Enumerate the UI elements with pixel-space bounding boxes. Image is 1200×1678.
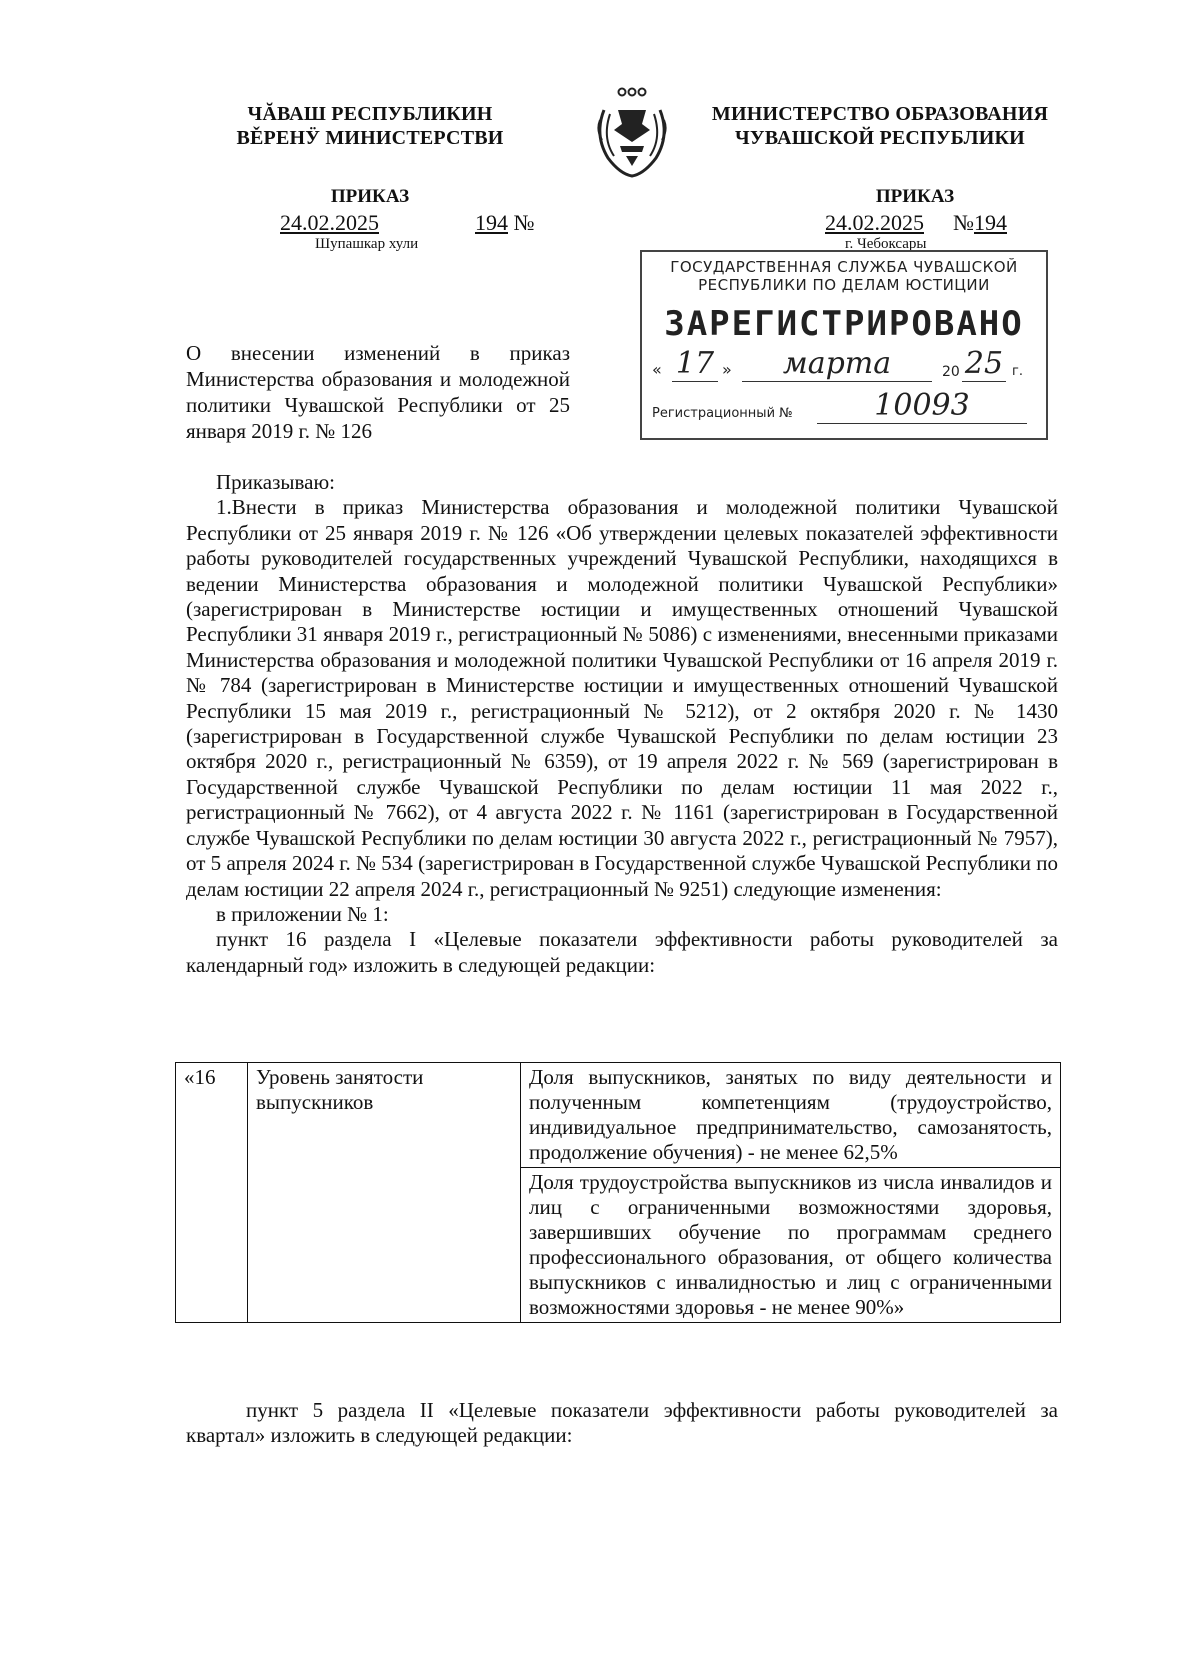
header-right-line1: МИНИСТЕРСТВО ОБРАЗОВАНИЯ (711, 103, 1049, 125)
order-left-number: 194 (475, 210, 508, 235)
order-left-number-sign: № (513, 210, 535, 235)
order-left-city: Шупашкар хули (315, 236, 419, 252)
stamp-date-row: « 17 » марта 20 25 г. (652, 346, 1023, 381)
order-right-number-sign: № (953, 210, 974, 235)
header-left-line2: ВĚРЕНӰ МИНИСТЕРСТВИ (236, 127, 504, 149)
order-word: Приказываю: (216, 470, 335, 494)
order-right-title: ПРИКАЗ (875, 186, 955, 207)
stamp-line1: ГОСУДАРСТВЕННАЯ СЛУЖБА ЧУВАШСКОЙ (670, 258, 1018, 276)
indicators-table (175, 1062, 1061, 1323)
header-left (215, 102, 525, 150)
header-right-line2: ЧУВАШСКОЙ РЕСПУБЛИКИ (735, 127, 1025, 149)
order-right-date: 24.02.2025 (825, 210, 924, 235)
table-cell-num: «16 (176, 1063, 248, 1323)
order-left-title: ПРИКАЗ (330, 186, 410, 207)
body-paragraph-4: пункт 5 раздела II «Целевые показатели эффективности работы руководителей за квартал» изложить в следующей редакции: (186, 1398, 1058, 1448)
stamp-year-prefix: 20 (942, 364, 960, 380)
stamp-reg-row (642, 390, 1046, 430)
header-right (700, 102, 1060, 150)
stamp-day: 17 (672, 346, 718, 382)
stamp-month: марта (742, 346, 932, 382)
stamp-year-g: г. (1012, 364, 1023, 379)
coat-of-arms-icon (590, 80, 674, 178)
stamp-year-suffix: 25 (962, 346, 1006, 382)
registration-stamp (640, 250, 1048, 440)
table-cell-indicator: Уровень занятости выпускников (248, 1063, 521, 1323)
order-left-date: 24.02.2025 (280, 210, 379, 235)
stamp-registered: ЗАРЕГИСТРИРОВАНО (664, 304, 1024, 344)
body-paragraph-3: пункт 16 раздела I «Целевые показатели эффективности работы руководителей за календарный год» изложить в следующей редакции: (186, 927, 1058, 977)
stamp-reg-label: Регистрационный № (652, 406, 793, 421)
order-left-number-group (475, 210, 535, 236)
stamp-line2: РЕСПУБЛИКИ ПО ДЕЛАМ ЮСТИЦИИ (698, 276, 990, 294)
order-body (186, 470, 1058, 978)
body-paragraph-1: 1.Внести в приказ Министерства образования и молодежной политики Чувашской Республики от 25 января 2019 г. № 126 «Об утверждении целевых показателей эффективности работы руководителей государственных учреждений Чувашской Республики, находящихся в ведении Министерства образования и молодежной политики Чувашской Республики» (зарегистрирован в Министерстве юстиции и имущественных отношений Чувашской Республики 31 января 2019 г., регистрационный № 5086) с изменениями, внесенными приказами Министерства образования и молодежной политики Чувашской Республики от 16 апреля 2019 г. № 784 (зарегистрирован в Министерстве юстиции и имущественных отношений Чувашской Республики 15 мая 2019 г., регистрационный № 5212), от 2 октября 2020 г. № 1430 (зарегистрирован в Государственной службе Чувашской Республики по делам юстиции 23 октября 2020 г., регистрационный № 6359), от 19 апреля 2022 г. № 569 (зарегистрирован в Государственной службе Чувашской Республики по делам юстиции 11 мая 2022 г., регистрационный № 7662), от 4 августа 2022 г. № 1161 (зарегистрирован в Государственной службе Чувашской Республики по делам юстиции 30 августа 2022 г., регистрационный № 7957), от 5 апреля 2024 г. № 534 (зарегистрирован в Государственной службе Чувашской Республики по делам юстиции 22 апреля 2024 г., регистрационный № 9251) следующие изменения: (186, 495, 1058, 901)
table-cell-criterion-2: Доля трудоустройства выпускников из числа инвалидов и лиц с ограниченными возможностями здоровья, завершивших обучение по программам среднего профессионального образования, от общего количества выпускников с инвалидностью и лиц с ограниченными возможностями здоровья - не менее 90%» (521, 1168, 1061, 1323)
order-right-number: 194 (974, 210, 1007, 235)
order-right-date-group (825, 210, 1007, 236)
header-left-line1: ЧĂВАШ РЕСПУБЛИКИН (247, 103, 493, 125)
body-paragraph-2: в приложении № 1: (216, 901, 389, 926)
table-row (176, 1063, 1061, 1168)
order-subject: О внесении изменений в приказ Министерства образования и молодежной политики Чувашской Республики от 25 января 2019 г. № 126 (186, 341, 570, 443)
stamp-reg-number: 10093 (817, 388, 1027, 424)
order-right-city: г. Чебоксары (845, 236, 927, 252)
table-cell-criterion-1: Доля выпускников, занятых по виду деятельности и полученным компетенциям (трудоустройство, индивидуальное предпринимательство, самозанятость, продолжение обучения) - не менее 62,5% (521, 1063, 1061, 1168)
